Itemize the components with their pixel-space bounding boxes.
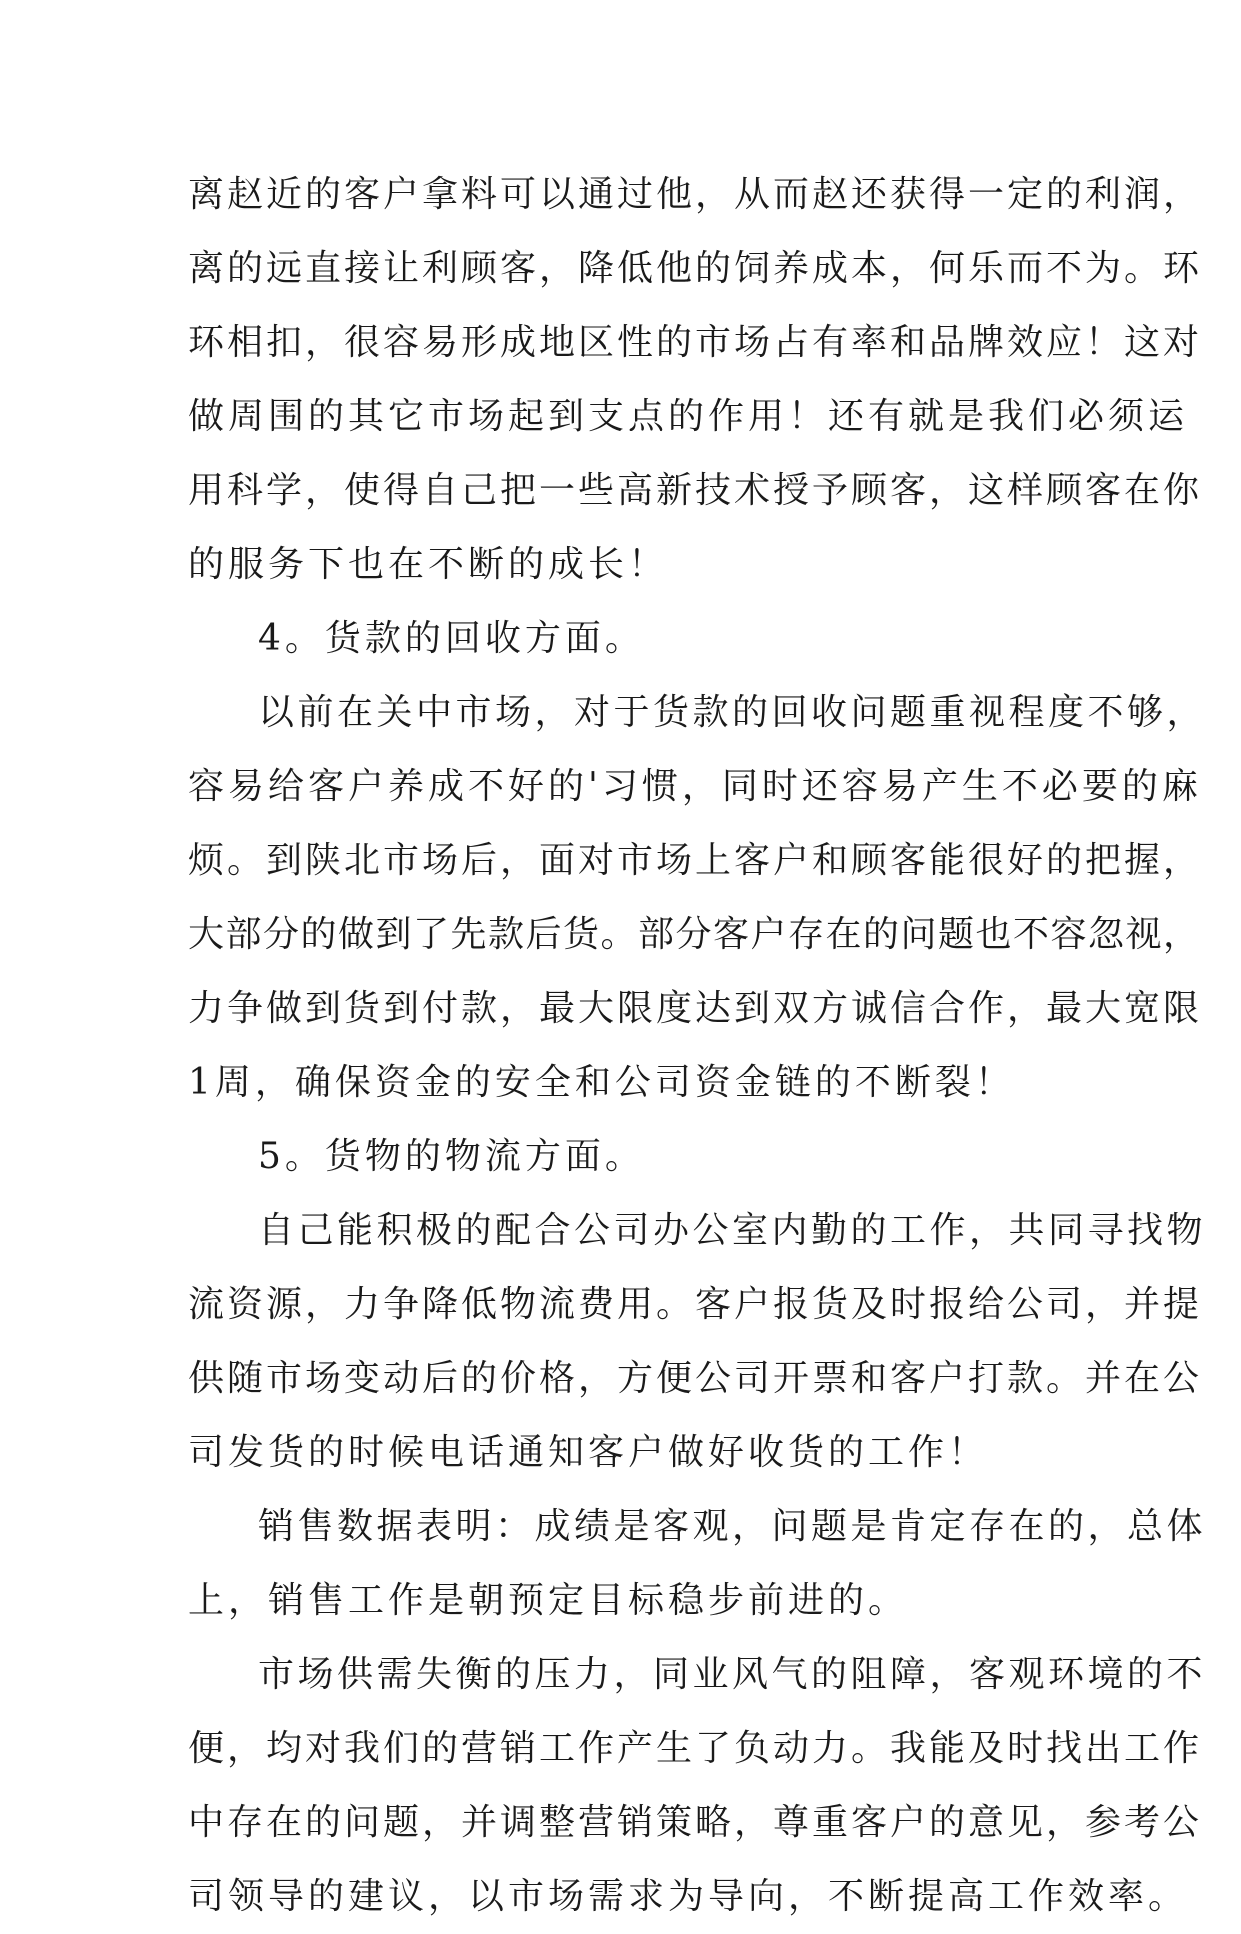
text-line: 离的远直接让利顾客，降低他的饲养成本，何乐而不为。环 [188, 248, 1203, 289]
text-line: 便，均对我们的营销工作产生了负动力。我能及时找出工作 [188, 1728, 1203, 1769]
text-line: 烦。到陕北市场后，面对市场上客户和顾客能很好的把握， [188, 840, 1203, 881]
section-heading: 5。货物的物流方面。 [258, 1136, 645, 1177]
text-line: 司领导的建议，以市场需求为导向，不断提高工作效率。 [188, 1876, 1189, 1917]
paragraph-first-line: 自己能积极的配合公司办公室内勤的工作，共同寻找物 [258, 1210, 1207, 1251]
paragraph-first-line: 市场供需失衡的压力，同业风气的阻障，客观环境的不 [258, 1654, 1207, 1695]
text-line: 用科学，使得自己把一些高新技术授予顾客，这样顾客在你 [188, 470, 1203, 511]
text-line: 力争做到货到付款，最大限度达到双方诚信合作，最大宽限 [188, 988, 1203, 1029]
text-line: 做周围的其它市场起到支点的作用！还有就是我们必须运 [188, 396, 1189, 437]
paragraph-first-line: 销售数据表明：成绩是客观，问题是肯定存在的，总体 [258, 1506, 1207, 1547]
text-line: 供随市场变动后的价格，方便公司开票和客户打款。并在公 [188, 1358, 1203, 1399]
text-line: 中存在的问题，并调整营销策略，尊重客户的意见，参考公 [188, 1802, 1203, 1843]
text-line: 的服务下也在不断的成长！ [188, 544, 669, 585]
text-line: 上，销售工作是朝预定目标稳步前进的。 [188, 1580, 909, 1621]
document-body [188, 158, 1207, 1934]
text-line: 1周，确保资金的安全和公司资金链的不断裂！ [188, 1062, 1015, 1103]
section-heading: 4。货款的回收方面。 [258, 618, 645, 659]
text-line: 容易给客户养成不好的'习惯，同时还容易产生不必要的麻 [188, 766, 1202, 807]
text-line: 大部分的做到了先款后货。部分客户存在的问题也不容忽视， [188, 914, 1201, 955]
text-line: 司发货的时候电话通知客户做好收货的工作！ [188, 1432, 989, 1473]
text-line: 环相扣，很容易形成地区性的市场占有率和品牌效应！这对 [188, 322, 1203, 363]
text-line: 离赵近的客户拿料可以通过他，从而赵还获得一定的利润， [188, 174, 1203, 215]
text-line: 流资源，力争降低物流费用。客户报货及时报给公司，并提 [188, 1284, 1203, 1325]
paragraph-first-line: 以前在关中市场，对于货款的回收问题重视程度不够， [258, 692, 1207, 733]
